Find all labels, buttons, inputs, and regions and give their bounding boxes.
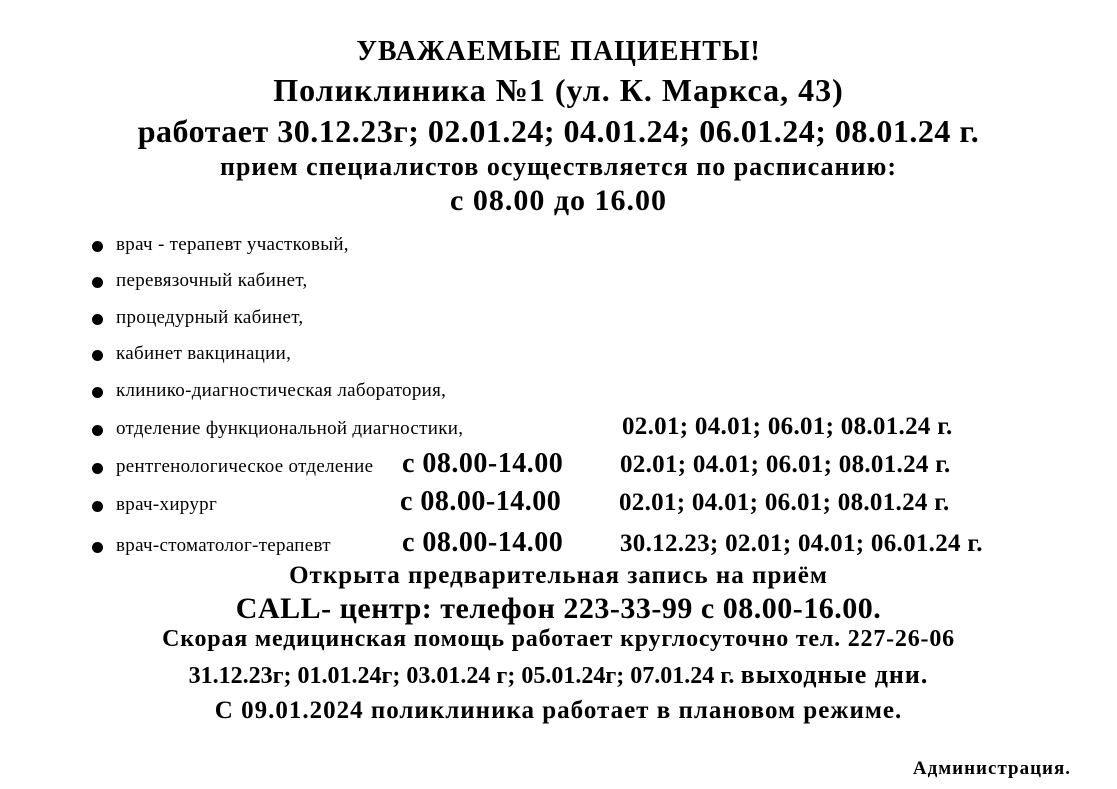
service-days: 02.01; 04.01; 06.01; 08.01.24 г. (620, 451, 951, 478)
service-time: с 08.00-14.00 (400, 486, 562, 517)
service-label: отделение функциональной диагностики, (116, 418, 464, 439)
service-days: 02.01; 04.01; 06.01; 08.01.24 г. (622, 413, 953, 440)
planned-mode-line: С 09.01.2024 поликлиника работает в плановом режиме. (214, 697, 903, 724)
service-time: с 08.00-14.00 (402, 448, 564, 479)
notice-greeting: УВАЖАЕМЫЕ ПАЦИЕНТЫ! (356, 36, 761, 67)
bullet-icon (92, 501, 103, 512)
service-days: 02.01; 04.01; 06.01; 08.01.24 г. (619, 489, 950, 516)
ambulance-line: Скорая медицинская помощь работает круглосуточно тел. 227-26-06 (162, 626, 955, 652)
weekend-line (0, 660, 1117, 690)
service-label: врач - терапевт участковый, (116, 234, 349, 255)
service-label: рентгенологическое отделение (116, 456, 374, 477)
service-label: перевязочный кабинет, (116, 270, 308, 291)
pre-registration-note: Открыта предварительная запись на приём (289, 562, 828, 589)
bullet-icon (92, 387, 103, 398)
call-center-line: CALL- центр: телефон 223-33-99 с 08.00-16.00. (235, 592, 882, 625)
bullet-icon (92, 314, 103, 325)
bullet-icon (92, 277, 103, 288)
bullet-icon (92, 241, 103, 252)
signature: Администрация. (912, 758, 1071, 779)
bullet-icon (92, 425, 103, 436)
weekend-dates: 31.12.23г; 01.01.24г; 03.01.24 г; 05.01.24г; 07.01.24 г. (188, 663, 735, 689)
work-dates: работает 30.12.23г; 02.01.24; 04.01.24; 06.01.24; 08.01.24 г. (137, 113, 980, 149)
bullet-icon (92, 542, 103, 553)
service-label: клинико-диагностическая лаборатория, (116, 380, 447, 401)
clinic-name: Поликлиника №1 (ул. К. Маркса, 43) (273, 72, 844, 108)
bullet-icon (92, 350, 103, 361)
reception-note: прием специалистов осуществляется по расписанию: (219, 152, 898, 181)
service-days: 30.12.23; 02.01; 04.01; 06.01.24 г. (620, 530, 983, 557)
service-label: кабинет вакцинации, (116, 343, 292, 364)
service-label: врач-хирург (116, 494, 218, 515)
bullet-icon (92, 463, 103, 474)
service-label: процедурный кабинет, (116, 307, 304, 328)
reception-hours: с 08.00 до 16.00 (450, 184, 667, 217)
service-label: врач-стоматолог-терапевт (116, 535, 331, 556)
service-time: с 08.00-14.00 (402, 527, 564, 558)
weekend-label: выходные дни. (740, 660, 929, 689)
